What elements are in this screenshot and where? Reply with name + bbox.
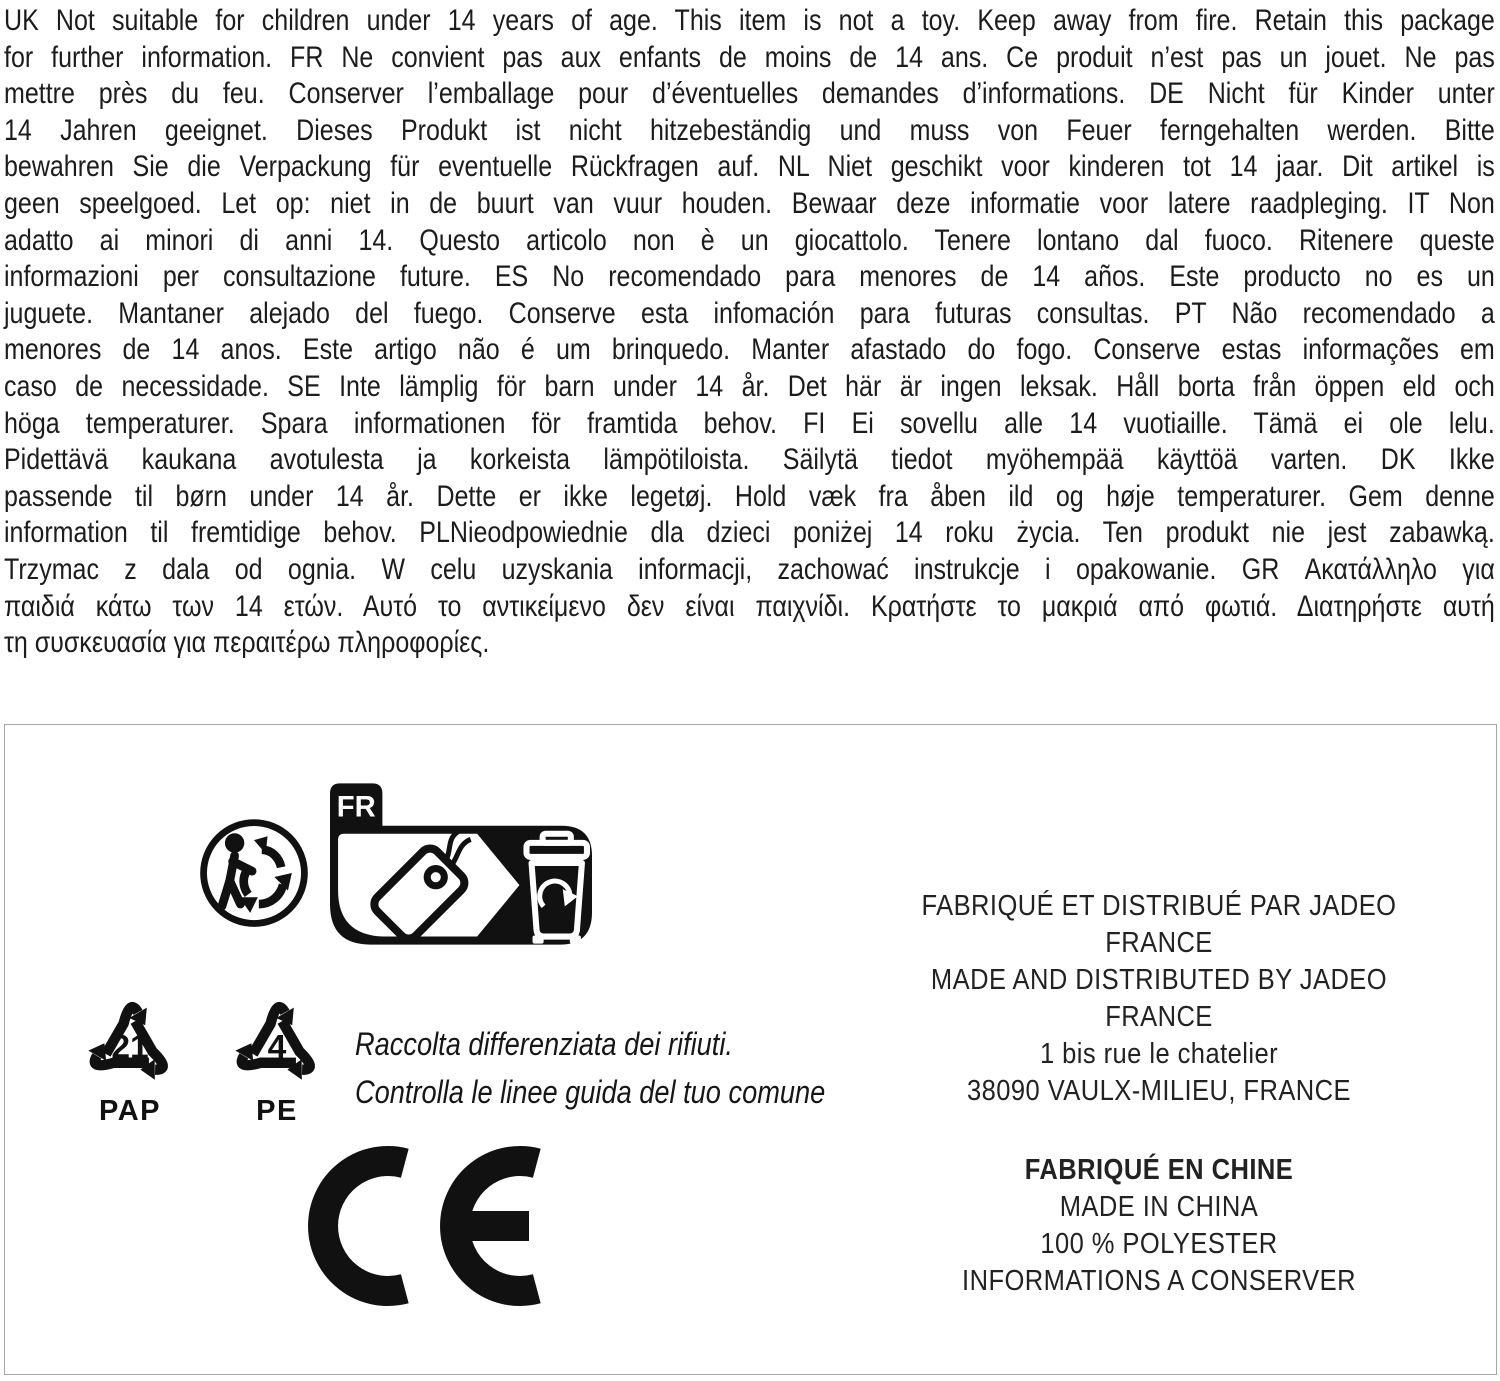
warning-line: for further information. FR Ne convient pas aux enfants de moins de 14 ans. Ce produit n’est pas un jouet. Ne pas [4, 40, 1495, 74]
origin-line: FABRIQUÉ EN CHINE [1024, 1154, 1294, 1186]
recycling-material-pe: PE [256, 1095, 298, 1127]
fr-tag-label: FR [336, 791, 376, 824]
warning-line: bewahren Sie die Verpackung für eventuelle Rückfragen auf. NL Niet geschikt voor kinderen tot 14 jaar. Dit artikel is [4, 150, 1495, 184]
warning-line: passende til børn under 14 år. Dette er ikke legetøj. Hold væk fra åben ild og høje temperaturer. Gem denne [4, 479, 1495, 513]
warning-line: Pidettävä kaukana avotulesta ja korkeista lämpötiloista. Säilytä tiedot myöhempää käyttöä varten. DK Ikke [4, 443, 1495, 477]
triman-icon [197, 811, 311, 939]
fr-sorting-info-icon [330, 783, 592, 945]
warning-line: caso de necessidade. SE Inte lämplig för barn under 14 år. Det här är ingen leksak. Håll borta från öppen eld och [4, 369, 1495, 403]
warning-line: adatto ai minori di anni 14. Questo articolo non è un giocattolo. Tenere lontano dal fuoco. Ritenere queste [4, 223, 1495, 257]
safety-warnings-text [4, 3, 1495, 662]
origin-info [877, 1152, 1440, 1300]
recycling-triangle-21-icon [74, 978, 186, 1090]
warning-line: informazioni per consultazione future. ES No recomendado para menores de 14 años. Este producto no es un [4, 260, 1495, 294]
warning-line: 14 Jahren geeignet. Dieses Produkt ist nicht hitzebeständig und muss von Feuer ferngehalten werden. Bitte [4, 113, 1495, 147]
origin-line: MADE IN CHINA [1059, 1191, 1259, 1223]
sorting-note-line-2: Controlla le linee guida del tuo comune [355, 1074, 826, 1110]
warning-line: παιδιά κάτω των 14 ετών. Αυτό το αντικείμενο δεν είναι παιχνίδι. Κρατήστε το μακριά από φωτιά. Διατηρήστε αυτή [4, 589, 1495, 623]
ce-mark-icon [307, 1141, 547, 1311]
recycling-number-4: 4 [267, 1029, 287, 1066]
origin-line: 100 % POLYESTER [1040, 1228, 1278, 1260]
triman-person-head [225, 833, 244, 852]
recycling-code-pe [212, 978, 342, 1128]
manufacturer-address [877, 888, 1440, 1110]
warning-line: menores de 14 anos. Este artigo não é um brinquedo. Manter afastado do fogo. Conserve estas informações em [4, 333, 1495, 367]
recycling-triangle-4-icon [221, 978, 333, 1090]
compliance-box [4, 724, 1497, 1375]
warning-line: juguete. Mantaner alejado del fuego. Conserve esta infomación para futuras consultas. PT Não recomendado a [4, 296, 1495, 330]
warning-line: höga temperaturer. Spara informationen för framtida behov. FI Ei sovellu alle 14 vuotiaille. Tämä ei ole lelu. [4, 406, 1495, 440]
warning-line: mettre près du feu. Conserver l’emballage pour d’éventuelles demandes d’informations. DE Nicht für Kinder unter [4, 77, 1495, 111]
recycling-number-21: 21 [111, 1029, 149, 1066]
address-line: FABRIQUÉ ET DISTRIBUÉ PAR JADEO FRANCE [921, 890, 1397, 959]
manufacturer-info [877, 888, 1440, 1300]
warning-line: information til fremtidige behov. PLNieodpowiednie dla dzieci poniżej 14 roku życia. Ten produkt nie jest zabawką. [4, 516, 1495, 550]
address-line: MADE AND DISTRIBUTED BY JADEO FRANCE [930, 964, 1388, 1033]
warning-line: Trzymac z dala od ognia. W celu uzyskania informacji, zachować instrukcje i opakowanie. GR Ακατάλληλο για [4, 552, 1495, 586]
warning-line: geen speelgoed. Let op: niet in de buurt van vuur houden. Bewaar deze informatie voor latere raadpleging. IT Non [4, 186, 1495, 220]
warning-line: τη συσκευασία για περαιτέρω πληροφορίες. [4, 626, 490, 660]
recycling-material-pap: PAP [99, 1095, 161, 1127]
sorting-note [355, 1020, 831, 1116]
address-line: 38090 VAULX-MILIEU, FRANCE [967, 1075, 1351, 1107]
address-line: 1 bis rue le chatelier [1039, 1038, 1279, 1070]
origin-line: INFORMATIONS A CONSERVER [962, 1265, 1356, 1297]
warning-line: UK Not suitable for children under 14 years of age. This item is not a toy. Keep away from fire. Retain this package [4, 4, 1495, 37]
recycling-code-pap [65, 978, 195, 1128]
sorting-note-line-1: Raccolta differenziata dei rifiuti. [355, 1026, 733, 1062]
